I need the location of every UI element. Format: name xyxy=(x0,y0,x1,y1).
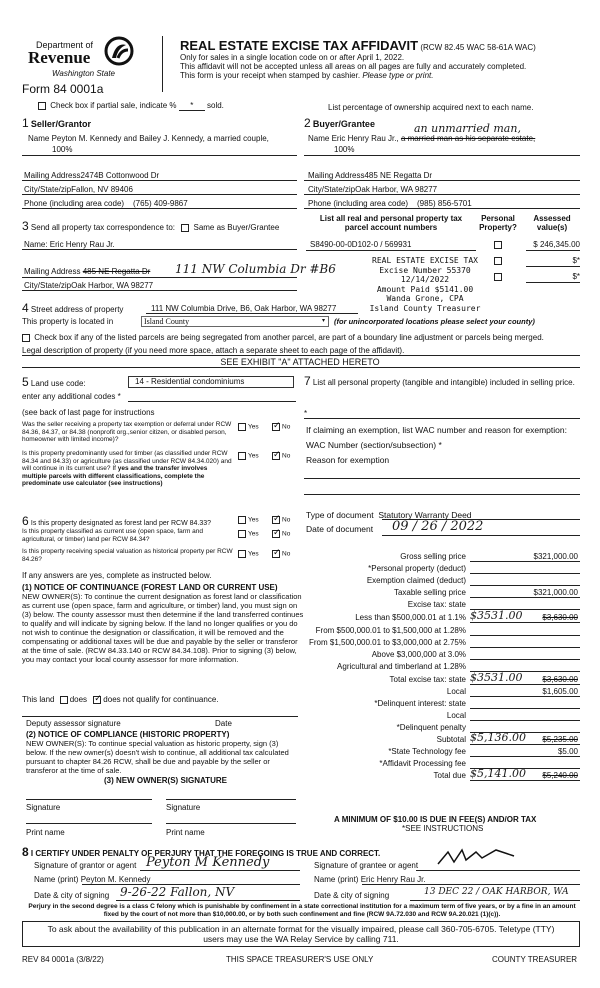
tax-row-label: Total due xyxy=(433,771,466,780)
buyer-mail: Mailing Address485 NE Regatta Dr xyxy=(308,171,433,180)
forest-question: 6 Is this property designated as forest land per RCW 84.33? xyxy=(22,514,212,528)
header-line-3: This form is your receipt when stamped by cashier. Please type or print. xyxy=(180,71,434,80)
tax-row-label: Exemption claimed (deduct) xyxy=(366,576,466,585)
same-as-buyer-checkbox[interactable] xyxy=(181,224,189,232)
s6q1-no[interactable]: ✓ No xyxy=(272,516,290,524)
list-percentage: List percentage of ownership acquired next to each name. xyxy=(328,103,534,112)
buyer-heading: 2 Buyer/Grantee xyxy=(304,116,375,130)
tax-row-value: $3,630.00 xyxy=(542,613,578,622)
legal-label: Legal description of property (if you need more space, attach a separate sheet to each page of the affidavit). xyxy=(22,346,405,355)
additional-codes: enter any additional codes * xyxy=(22,392,121,401)
chevron-down-icon: ▾ xyxy=(321,318,325,324)
owner-signature-1: Signature xyxy=(26,803,61,812)
certify-statement: 8 I CERTIFY UNDER PENALTY OF PERJURY THAT THE FOREGOING IS TRUE AND CORRECT. xyxy=(22,845,381,859)
s6q3-yes[interactable]: Yes xyxy=(238,550,259,558)
tax-row-handwritten: $5,141.00 xyxy=(470,767,526,780)
deputy-date: Date xyxy=(215,719,232,728)
alt-format-note: To ask about the availability of this publication in an alternate format for the visually impaired, please call 360-705-6705. Teletype (TTY) users may use the WA Relay Service by calling 711. xyxy=(47,924,555,944)
form-number: Form 84 0001a xyxy=(22,82,104,96)
tax-row-label: Above $3,000,000 at 3.0% xyxy=(371,650,466,659)
historic-question: Is this property receiving special valuation as historical property per RCW 84.26? xyxy=(22,548,233,563)
correspondence-mail-handwritten: 111 NW Columbia Dr #B6 xyxy=(175,262,336,276)
current-use-question: Is this property classified as current use (open space, farm and agricultural, or timber) land per RCW 84.34? xyxy=(22,528,204,543)
grantor-signature: Peyton M Kennedy xyxy=(146,855,270,870)
assessed-value-header: Assessed value(s) xyxy=(533,214,571,232)
personal-property-checkbox[interactable] xyxy=(494,272,504,281)
tax-row-label: From $1,500,000.01 to $3,000,000 at 2.75% xyxy=(308,638,466,647)
correspondence-name: Name: Eric Henry Rau Jr. xyxy=(24,240,115,249)
tax-row-value: $1,605.00 xyxy=(542,687,578,696)
tax-row-label: *Affidavit Processing fee xyxy=(379,759,466,768)
assessed-value: $* xyxy=(572,256,580,265)
buyer-city: City/State/zipOak Harbor, WA 98277 xyxy=(308,185,438,194)
partial-sale: Check box if partial sale, indicate % * sold. xyxy=(38,101,224,111)
s6q3-no[interactable]: ✓ No xyxy=(272,550,290,558)
buyer-phone: Phone (including area code) (985) 856-5701 xyxy=(308,199,472,208)
q2-no[interactable]: ✓ No xyxy=(272,452,290,460)
grantee-date-label: Date & city of signing xyxy=(314,891,390,900)
tax-row-label: Local xyxy=(446,711,466,720)
notice-1-title: (1) NOTICE OF CONTINUANCE (FOREST LAND OR CURRENT USE) xyxy=(22,583,278,592)
notice-2-body: NEW OWNER(S): To continue special valuation as historic property, sign (3) below. If the new owner(s) doesn't wish to continue, all additional tax calculated pursuant to chapter 84.26 RCW, shall be due and payable by the seller or transferor at the time of sale. xyxy=(26,739,289,775)
tax-row-label: Taxable selling price xyxy=(393,588,466,597)
exemption-question: Was the seller receiving a property tax exemption or deferral under RCW 84.36, 84.37, or 84.38 (nonprofit org.,senior citizen, or disabled person, homeowner with limited income)? xyxy=(22,421,232,443)
tax-row-handwritten: $5,136.00 xyxy=(470,731,526,744)
tax-row-label: Excise tax: state xyxy=(407,600,466,609)
see-instructions: *SEE INSTRUCTIONS xyxy=(402,824,484,833)
tax-row-label: Less than $500,000.01 at 1.1% xyxy=(355,613,466,622)
grantor-name: Name (print) Peyton M. Kennedy xyxy=(34,875,151,884)
tax-row-label: *Delinquent interest: state xyxy=(374,699,466,708)
reason-label: Reason for exemption xyxy=(306,455,390,465)
parcels-header: List all real and personal property tax parcel account numbers xyxy=(319,214,463,232)
grantee-signature-label: Signature of grantee or agent xyxy=(314,861,419,870)
dept-line: Department of xyxy=(36,40,94,50)
s6q2-yes[interactable]: Yes xyxy=(238,530,259,538)
segregate-checkbox[interactable] xyxy=(22,334,30,342)
partial-sale-checkbox[interactable] xyxy=(38,102,46,110)
personal-property-checkbox[interactable] xyxy=(494,240,504,249)
unincorporated-note: (for unincorporated locations please select your county) xyxy=(334,317,535,326)
tax-row-label: *State Technology fee xyxy=(388,747,466,756)
personal-property-checkbox[interactable] xyxy=(494,256,504,265)
seller-pct: 100% xyxy=(52,145,73,154)
tax-row-value: $321,000.00 xyxy=(533,552,578,561)
grantee-signature-icon xyxy=(436,846,516,870)
grantor-date: 9-26-22 Fallon, NV xyxy=(120,885,235,899)
street-label: 4 Street address of property xyxy=(22,301,124,315)
street-address: 111 NW Columbia Drive, B6, Oak Harbor, WA 98277 xyxy=(151,304,337,313)
minimum-due: A MINIMUM OF $10.00 IS DUE IN FEE(S) AND/OR TAX xyxy=(334,815,537,824)
page-title: REAL ESTATE EXCISE TAX AFFIDAVIT (RCW 82.45 WAC 58-61A WAC) xyxy=(180,38,536,53)
dept-name: Revenue xyxy=(28,48,91,67)
grantee-name: Name (print) Eric Henry Rau Jr. xyxy=(314,875,426,884)
tax-row-label: From $500,000.01 to $1,500,000 at 1.28% xyxy=(315,626,466,635)
tax-row-label: Total excise tax: state xyxy=(389,675,466,684)
county-treasurer: COUNTY TREASURER xyxy=(492,955,578,964)
seller-name: Name Peyton M. Kennedy and Bailey J. Kennedy, a married couple, xyxy=(28,134,269,143)
treasurer-stamp: REAL ESTATE EXCISE TAX Excise Number 55370 12/14/2022 Amount Paid $5141.00 Wanda Grone, CPA Island County Treasurer xyxy=(369,256,481,313)
q1-no[interactable]: ✓ No xyxy=(272,423,290,431)
state-name: Washington State xyxy=(52,69,116,78)
tax-row-label: Agricultural and timberland at 1.28% xyxy=(337,662,466,671)
buyer-name-handwritten: an unmarried man, xyxy=(414,122,521,135)
q1-yes[interactable]: Yes xyxy=(238,423,259,431)
grantor-date-label: Date & city of signing xyxy=(34,891,110,900)
buyer-pct: 100% xyxy=(334,145,355,154)
tax-row-handwritten: $3531.00 xyxy=(470,671,523,684)
county-select[interactable]: Island County ▾ xyxy=(141,316,329,327)
tax-row-label: Gross selling price xyxy=(400,552,466,561)
see-back: (see back of last page for instructions xyxy=(22,408,155,417)
q2-yes[interactable]: Yes xyxy=(238,452,259,460)
tax-row-value: $321,000.00 xyxy=(533,588,578,597)
notice-2-title: (2) NOTICE OF COMPLIANCE (HISTORIC PROPERTY) xyxy=(26,730,230,739)
buyer-name: Name Eric Henry Rau Jr., a married man as his separate estate, xyxy=(308,134,536,143)
personal-property-star: * xyxy=(304,409,308,418)
deputy-signature: Deputy assessor signature xyxy=(26,719,121,728)
timber-question: Is this property predominantly used for timber (as classified under RCW 84.34 and 84.33) or agriculture (as classified under RCW 84.34.020) and will continue in its current use? If yes and the transfer involves multiple parcels with different classifications, complete the predominate use calculator (see instructions) xyxy=(22,450,232,487)
doc-date: Date of document xyxy=(306,524,374,534)
form-revision: REV 84 0001a (3/8/22) xyxy=(22,955,104,964)
notice-1-body: NEW OWNER(S): To continue the current designation as forest land or classification as current use (open space, farm and agriculture, or timber) land, you must sign on (3) below. The county assessor must then determine if the land transferred continues to qualify and will indicate by signing below. If the land no longer qualifies or you do not wish to continue the designation or classification, it will be removed and the compensating or additional taxes will be due and payable by the seller or transferor at the time of sale. (RCW 84.33.140 or RCW 84.34.108). Prior to signing (3) below, you may contact your local county assessor for more information. xyxy=(22,592,304,664)
notice-3-title: (3) NEW OWNER(S) SIGNATURE xyxy=(104,776,227,785)
s6q1-yes[interactable]: Yes xyxy=(238,516,259,524)
correspondence-city: City/State/zipOak Harbor, WA 98277 xyxy=(24,281,154,290)
tax-row-label: *Delinquent penalty xyxy=(396,723,466,732)
land-use-label: 5 Land use code: xyxy=(22,375,86,389)
continuance: This land does ✓ does not qualify for continuance. xyxy=(22,695,218,704)
tax-row-label: *Personal property (deduct) xyxy=(368,564,466,573)
seller-city: City/State/zipFallon, NV 89406 xyxy=(24,185,133,194)
grantee-date: 13 DEC 22 / OAK HARBOR, WA xyxy=(424,887,569,897)
header-line-1: Only for sales in a single location code on or after April 1, 2022. xyxy=(180,53,405,62)
does-not-checkbox[interactable] xyxy=(93,696,101,704)
tax-row-value: $5,235.00 xyxy=(542,735,578,744)
treasurer-space: THIS SPACE TREASURER'S USE ONLY xyxy=(226,955,374,964)
revenue-logo-icon xyxy=(104,36,134,66)
seller-phone: Phone (including area code) (765) 409-9867 xyxy=(24,199,188,208)
if-yes-note: If any answers are yes, complete as instructed below. xyxy=(22,571,212,580)
tax-row-label: Subtotal xyxy=(436,735,466,744)
doc-type: Type of document Statutory Warranty Deed xyxy=(306,510,472,520)
doc-date-handwritten: 09 / 26 / 2022 xyxy=(392,519,484,534)
wac-label: WAC Number (section/subsection) * xyxy=(306,440,442,450)
located-label: This property is located in xyxy=(22,317,114,326)
seller-mail: Mailing Address2474B Cottonwood Dr xyxy=(24,171,160,180)
does-checkbox[interactable] xyxy=(60,696,68,704)
owner-print-2: Print name xyxy=(166,828,205,837)
exemption-label: If claiming an exemption, list WAC number and reason for exemption: xyxy=(306,425,567,435)
correspondence-label: 3 Send all property tax correspondence to: Same as Buyer/Grantee xyxy=(22,219,280,233)
owner-signature-2: Signature xyxy=(166,803,201,812)
land-use-select[interactable]: 14 - Residential condominiums xyxy=(128,376,294,388)
tax-row-value: $5,240.00 xyxy=(542,771,578,780)
tax-row-value: $5.00 xyxy=(557,747,578,756)
assessed-value: $ 246,345.00 xyxy=(533,240,580,249)
header-line-2: This affidavit will not be accepted unless all areas on all pages are fully and accurately completed. xyxy=(180,62,527,71)
tax-row-value: $3,630.00 xyxy=(542,675,578,684)
tax-row-handwritten: $3531.00 xyxy=(470,609,523,622)
correspondence-mail: Mailing Address 485 NE Regatta Dr xyxy=(24,267,151,276)
parcel-number: S8490-00-0D102-0 / 569931 xyxy=(310,240,412,249)
segregate-note: Check box if any of the listed parcels are being segregated from another parcel, are part of a boundary line adjustment or parcels being merged. xyxy=(22,333,544,342)
perjury-notice: Perjury in the second degree is a class C felony which is punishable by confinement in a state correctional institution for a maximum term of five years, or by a fine in an amount fixed by the court of not more than $10,000.00, or by both such confinement and fine (RCW 9A.72.030 and RCW 9A.20.021 (1)(c)). xyxy=(28,903,576,918)
legal-description: SEE EXHIBIT "A" ATTACHED HERETO xyxy=(220,357,380,367)
tax-row-label: Local xyxy=(446,687,466,696)
seller-heading: 1 Seller/Grantor xyxy=(22,116,91,130)
personal-property-list-label: 7 List all personal property (tangible and intangible) included in selling price. xyxy=(304,374,575,388)
owner-print-1: Print name xyxy=(26,828,65,837)
grantor-signature-label: Signature of grantor or agent xyxy=(34,861,137,870)
assessed-value: $* xyxy=(572,272,580,281)
s6q2-no[interactable]: ✓ No xyxy=(272,530,290,538)
personal-property-header: Personal Property? xyxy=(479,214,517,232)
